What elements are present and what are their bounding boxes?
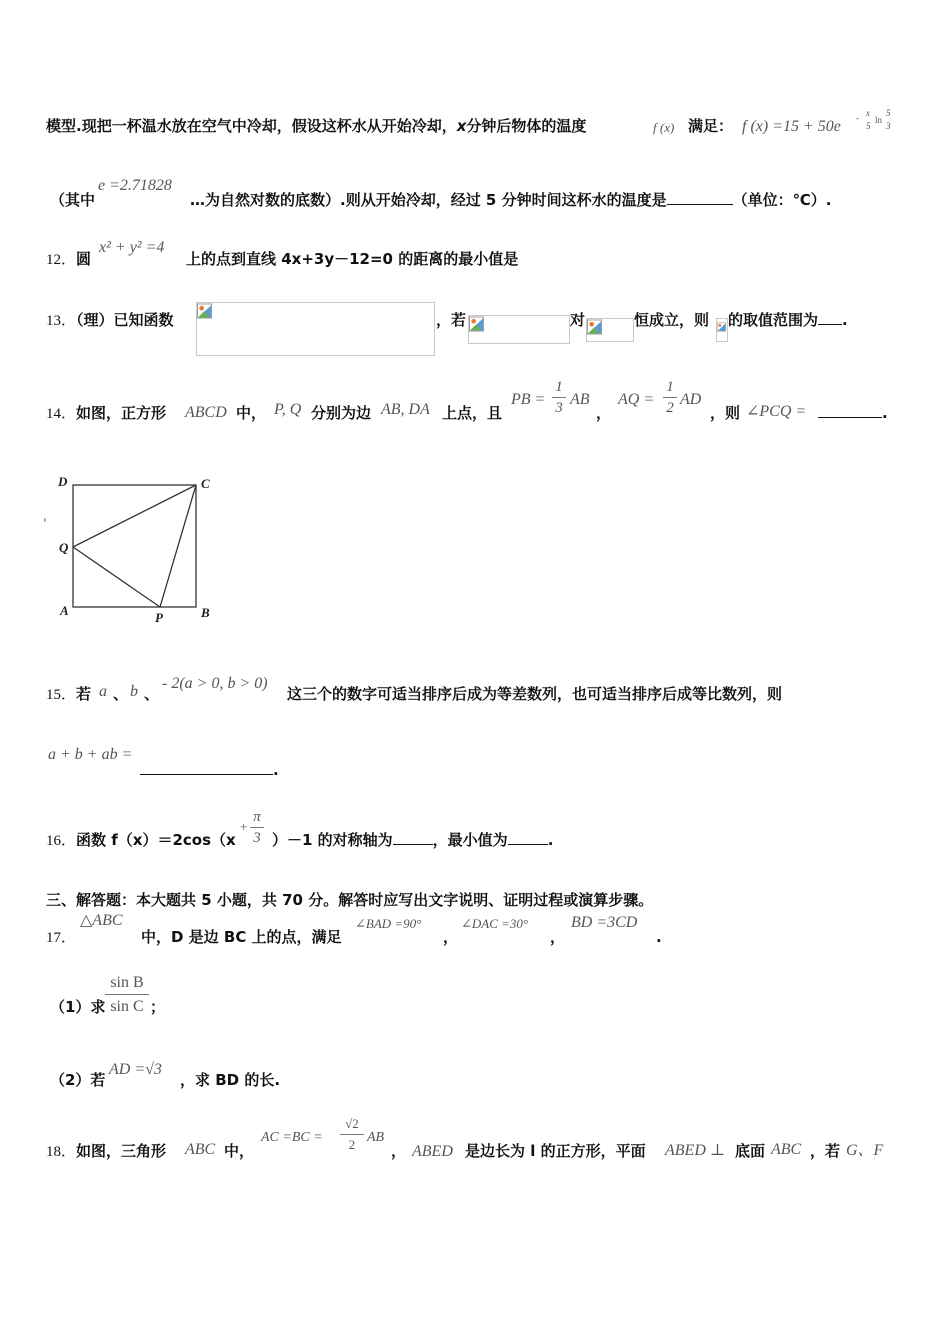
q14-then: ，则: [710, 404, 741, 422]
q17-part1-label: （1）求: [50, 998, 106, 1016]
q17-end: .: [656, 928, 662, 946]
q17-c1: ，: [443, 928, 459, 946]
e-value: e =2.71828: [98, 177, 172, 194]
q15-expr: - 2(a > 0, b > 0): [162, 675, 268, 692]
q14-angle: ∠PCQ =: [746, 403, 807, 420]
q14-line: 14．如图，正方形: [46, 404, 167, 422]
q14-answer: .: [818, 403, 888, 423]
exp-neg: -: [856, 113, 859, 123]
q17-dac: ∠DAC =30°: [461, 916, 529, 931]
q18-abc2: ABC: [771, 1141, 802, 1158]
q17-c2: ，: [550, 928, 566, 946]
q18-text3: 底面: [735, 1142, 766, 1160]
segment-qc: [73, 485, 196, 547]
q17-part2-label: （2）若: [50, 1071, 106, 1089]
q18-eq-ab: AB: [367, 1130, 385, 1145]
q18-gf: G、F: [846, 1142, 884, 1159]
q18-eq-left: AC =BC =: [261, 1130, 323, 1145]
q17-part2-expr: AD =√3: [109, 1061, 162, 1078]
q13-line: 13．（理）已知函数: [46, 311, 174, 329]
intro-line1: 模型.现把一杯温水放在空气中冷却，假设这杯水从开始冷却，x分钟后物体的温度: [46, 117, 587, 135]
q15-sep2: 、: [144, 685, 160, 703]
q18-c1: ，: [391, 1142, 407, 1160]
q16-rest: ）－1 的对称轴为 ，最小值为 .: [272, 831, 554, 849]
exp-5b: 5: [886, 108, 891, 118]
q17-part2-text: ，求 BD 的长.: [180, 1071, 281, 1089]
q18-text2: 是边长为 l 的正方形，平面: [465, 1142, 646, 1160]
intro-satisfy: 满足：: [688, 117, 734, 135]
answer-blank: [140, 760, 273, 775]
segment-qp: [73, 547, 160, 607]
q14-ad: AD: [680, 391, 702, 408]
q14-pb: PB =: [511, 391, 546, 408]
q18-abed2: ABED ⊥: [665, 1142, 725, 1159]
fx-label: f (x): [653, 120, 675, 135]
section3-title: 三、解答题：本大题共 5 小题，共 70 分。解答时应写出文字说明、证明过程或演算步骤。: [46, 891, 654, 909]
temperature-formula: f (x) =15 + 50e: [742, 118, 841, 135]
q14-in: 中，: [236, 404, 267, 422]
q12-circle-eq: x² + y² =4: [99, 239, 165, 256]
q14-sides: AB, DA: [381, 401, 430, 418]
q13-mid3: 恒成立，则: [634, 311, 710, 329]
q12-line: 12．圆: [46, 250, 92, 268]
min-blank: [508, 830, 548, 845]
exp-x: x: [866, 108, 870, 118]
q17-tri: △ABC: [80, 912, 123, 929]
q14-square: ABCD: [185, 404, 227, 421]
q17-bd: BD =3CD: [571, 914, 638, 931]
intro-line2-open: （其中: [50, 191, 96, 209]
q14-frac-third: 1 3: [552, 378, 566, 417]
label-p: P: [155, 610, 163, 625]
q17-text1: 中，D 是边 BC 上的点，满足: [141, 928, 342, 946]
q16-plus: +: [240, 819, 248, 834]
q17-part1-end: ；: [150, 998, 166, 1016]
segment-pc: [160, 485, 196, 607]
label-q: Q: [59, 540, 69, 555]
q15-sep1: 、: [113, 685, 129, 703]
exp-5a: 5: [866, 121, 871, 131]
q14-aq: AQ =: [618, 391, 655, 408]
q15-answer: .: [140, 760, 279, 780]
q16-frac: π 3: [250, 808, 264, 847]
q14-on: 上点，且: [442, 404, 503, 422]
q13-mid1: ，若: [436, 311, 467, 329]
q17-num: 17．: [46, 930, 77, 946]
q16-line: 16．函数 f（x）＝2cos（x: [46, 831, 236, 849]
q18-in: 中，: [224, 1142, 255, 1160]
q15-text: 这三个的数字可适当排序后成为等差数列，也可适当排序后成等比数列，则: [287, 685, 783, 703]
exp-ln: ln: [875, 115, 883, 125]
exp-3: 3: [886, 121, 891, 131]
label-d: D: [58, 474, 68, 489]
label-a: A: [60, 603, 69, 618]
q17-bad: ∠BAD =90°: [355, 916, 422, 931]
q13-tail: 的取值范围为 .: [728, 311, 848, 329]
q14-sides-text: 分别为边: [311, 404, 372, 422]
label-c: C: [201, 476, 210, 491]
q15-b: b: [130, 683, 138, 700]
q18-abc: ABC: [185, 1141, 216, 1158]
q14-ab: AB: [570, 391, 590, 408]
q14-frac-half: 1 2: [663, 378, 677, 417]
axis-blank: [393, 830, 433, 845]
q14-pq: P, Q: [274, 401, 302, 418]
intro-line2: …为自然对数的底数）.则从开始冷却，经过 5 分钟时间这杯水的温度是 （单位：℃）.: [190, 191, 832, 209]
q18-abed: ABED: [412, 1143, 453, 1160]
q12-text: 上的点到直线 4x+3y－12=0 的距离的最小值是: [186, 250, 519, 268]
q13-mid2: 对: [570, 311, 586, 329]
q14-comma: ，: [596, 404, 612, 422]
q15-a: a: [99, 683, 107, 700]
q18-line: 18．如图，三角形: [46, 1142, 167, 1160]
q18-frac: √2 2: [340, 1115, 364, 1154]
q17-sin-ratio: sin B sin C: [105, 972, 149, 1017]
q15-line: 15．若: [46, 685, 92, 703]
q15-line2-expr: a + b + ab =: [48, 746, 133, 763]
q18-text4: ，若: [810, 1142, 841, 1160]
label-b: B: [201, 605, 210, 620]
